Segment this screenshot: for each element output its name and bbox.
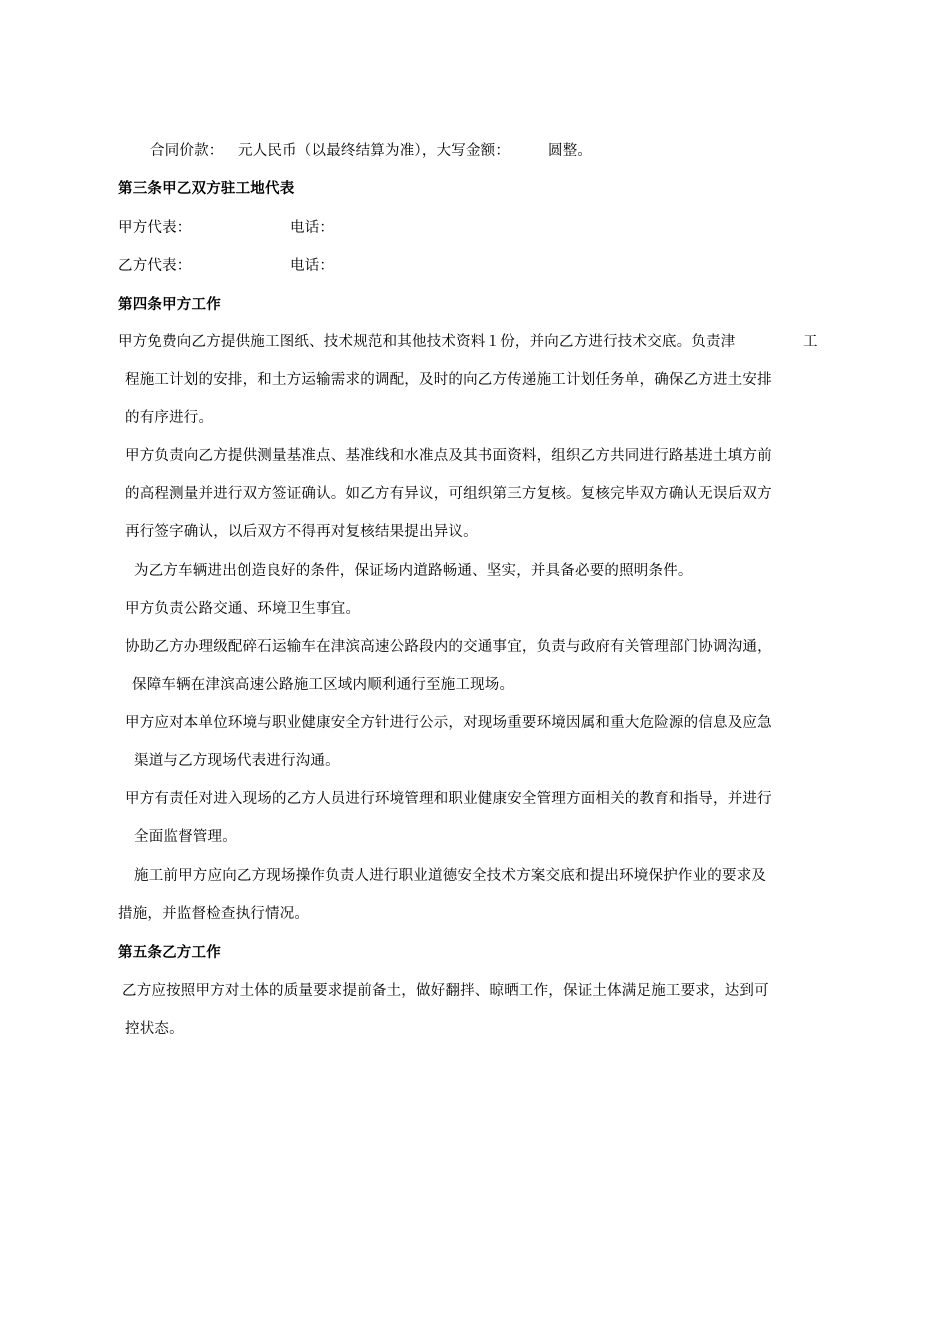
party-b-phone-label: 电话： <box>290 258 335 274</box>
article4-p5-line2: 保障车辆在津滨高速公路施工区域内顺利通行至施工现场。 <box>132 677 515 693</box>
article4-p1-line3: 的有序进行。 <box>125 410 214 426</box>
price-suffix: 圆整。 <box>548 143 593 159</box>
price-unit: 元人民币（以最终结算为准），大写金额： <box>238 143 511 159</box>
article4-p6-line2: 渠道与乙方现场代表进行沟通。 <box>134 753 340 769</box>
article4-p2-line3: 再行签字确认，以后双方不得再对复核结果提出异议。 <box>125 524 478 540</box>
party-a-phone-label: 电话： <box>290 220 335 236</box>
article4-title: 第四条甲方工作 <box>118 297 221 313</box>
article4-p1-line1-tail: 工 <box>803 334 818 350</box>
article4-p2-line2: 的高程测量并进行双方签证确认。如乙方有异议，可组织第三方复核。复核完毕双方确认无误后双方 <box>125 486 772 502</box>
article4-p1-line2: 程施工计划的安排，和土方运输需求的调配，及时的向乙方传递施工计划任务单，确保乙方进土安排 <box>125 372 772 388</box>
article4-p3: 为乙方车辆进出创造良好的条件，保证场内道路畅通、坚实，并具备必要的照明条件。 <box>134 563 693 579</box>
article4-p7-line2: 全面监督管理。 <box>134 829 237 845</box>
price-label: 合同价款： <box>150 143 224 159</box>
article4-p2-line1: 甲方负责向乙方提供测量基准点、基准线和水准点及其书面资料，组织乙方共同进行路基进土填方前 <box>125 448 772 464</box>
article3-title: 第三条甲乙双方驻工地代表 <box>118 181 295 197</box>
article4-p8-line2: 措施，并监督检查执行情况。 <box>118 906 310 922</box>
article5-title: 第五条乙方工作 <box>118 945 221 961</box>
article5-p1-line1: 乙方应按照甲方对土体的质量要求提前备土，做好翻拌、晾晒工作，保证土体满足施工要求，达到可 <box>122 983 769 999</box>
article5-p1-line2: 控状态。 <box>125 1021 184 1037</box>
party-a-rep-label: 甲方代表： <box>118 220 192 236</box>
article4-p4: 甲方负责公路交通、环境卫生事宜。 <box>125 601 361 617</box>
party-b-rep-label: 乙方代表： <box>118 258 192 274</box>
article4-p7-line1: 甲方有责任对进入现场的乙方人员进行环境管理和职业健康安全管理方面相关的教育和指导，并进行 <box>125 791 772 807</box>
article4-p1-line1: 甲方免费向乙方提供施工图纸、技术规范和其他技术资料１份，并向乙方进行技术交底。负责津 <box>118 334 736 350</box>
article4-p6-line1: 甲方应对本单位环境与职业健康安全方针进行公示，对现场重要环境因属和重大危险源的信息及应急 <box>125 715 772 731</box>
article4-p8-line1: 施工前甲方应向乙方现场操作负责人进行职业道德安全技术方案交底和提出环境保护作业的要求及 <box>134 868 767 884</box>
article4-p5-line1: 协助乙方办理级配碎石运输车在津滨高速公路段内的交通事宜，负责与政府有关管理部门协调沟通， <box>125 639 772 655</box>
